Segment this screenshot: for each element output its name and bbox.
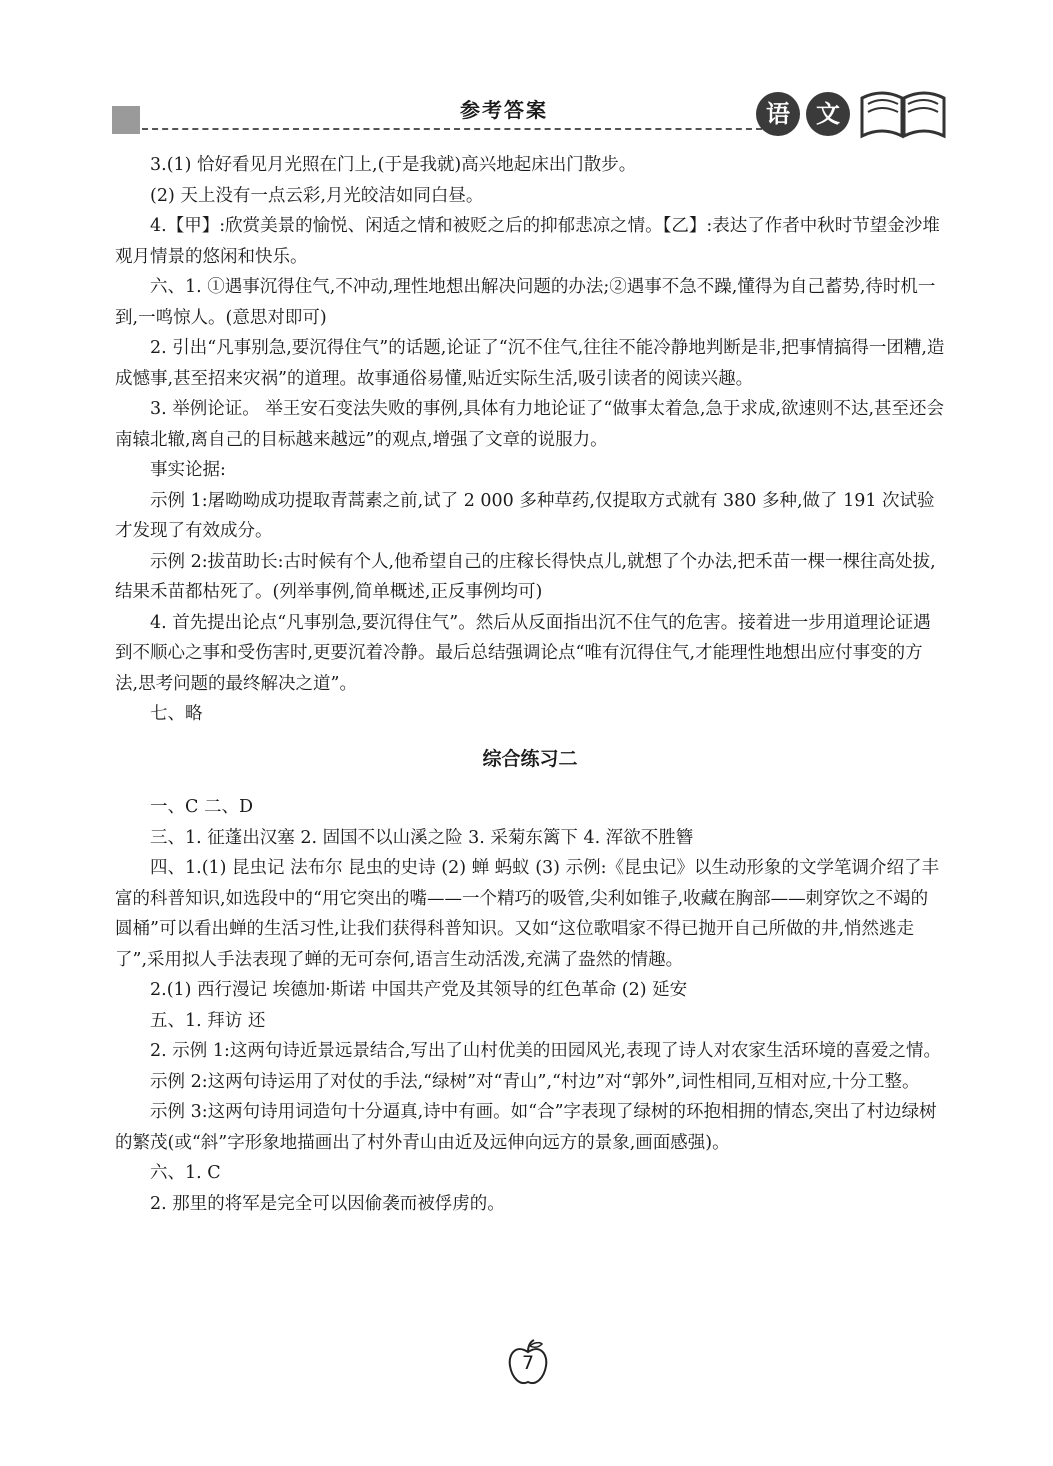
answer-paragraph: 六、1. ①遇事沉得住气,不冲动,理性地想出解决问题的办法;②遇事不急不躁,懂得为自己蓄势,待时机一到,一鸣惊人。(意思对即可)	[115, 277, 936, 328]
answer-paragraph: 六、1. C	[150, 1163, 221, 1183]
header-title: 参考答案	[460, 98, 548, 122]
answer-paragraph: 3.(1) 恰好看见月光照在门上,(于是我就)高兴地起床出门散步。	[150, 155, 637, 175]
answer-paragraph: 2. 引出“凡事别急,要沉得住气”的话题,论证了“沉不住气,往往不能冷静地判断是非,把事情搞得一团糟,造成憾事,甚至招来灾祸”的道理。故事通俗易懂,贴近实际生活,吸引读者的阅读兴趣。	[115, 338, 945, 389]
answer-paragraph: 三、1. 征蓬出汉塞 2. 固国不以山溪之险 3. 采菊东篱下 4. 浑欲不胜簪	[150, 827, 694, 848]
page-number-badge	[506, 1338, 550, 1388]
answer-paragraph: 2.(1) 西行漫记 埃德加·斯诺 中国共产党及其领导的红色革命 (2) 延安	[150, 980, 688, 1000]
answer-paragraph: 3. 举例论证。 举王安石变法失败的事例,具体有力地论证了“做事太着急,急于求成,欲速则不达,甚至还会南辕北辙,离自己的目标越来越远”的观点,增强了文章的说服力。	[115, 399, 945, 450]
header-marker	[112, 106, 140, 134]
answer-paragraph: 2. 那里的将军是完全可以因偷袭而被俘虏的。	[150, 1193, 505, 1214]
answer-paragraph: 示例 2:拔苗助长:古时候有个人,他希望自己的庄稼长得快点儿,就想了个办法,把禾苗一棵一棵往高处拔,结果禾苗都枯死了。(列举事例,简单概述,正反事例均可)	[115, 551, 936, 602]
answer-paragraph: 4. 首先提出论点“凡事别急,要沉得住气”。然后从反面指出沉不住气的危害。接着进一步用道理论证遇到不顺心之事和受伤害时,更要沉着冷静。最后总结强调论点“唯有沉得住气,才能理性地想出应付事变的方法,思考问题的最终解决之道”。	[115, 612, 931, 694]
answer-paragraph: 示例 2:这两句诗运用了对仗的手法,“绿树”对“青山”,“村边”对“郭外”,词性相同,互相对应,十分工整。	[150, 1071, 920, 1092]
answer-paragraph: 4.【甲】:欣赏美景的愉悦、闲适之情和被贬之后的抑郁悲凉之情。【乙】:表达了作者中秋时节望金沙堆观月情景的悠闲和快乐。	[115, 216, 940, 267]
answer-paragraph: 示例 3:这两句诗用词造句十分逼真,诗中有画。如“合”字表现了绿树的环抱相拥的情态,突出了村边绿树的繁茂(或“斜”字形象地描画出了村外青山由近及远伸向远方的景象,画面感强)。	[115, 1102, 937, 1153]
subject-badge-2: 文	[806, 92, 850, 136]
answer-paragraph: 示例 1:屠呦呦成功提取青蒿素之前,试了 2 000 多种草药,仅提取方式就有 380 多种,做了 191 次试验才发现了有效成分。	[115, 490, 935, 541]
answer-content	[115, 150, 945, 1219]
answer-paragraph: (2) 天上没有一点云彩,月光皎洁如同白昼。	[150, 185, 484, 206]
open-book-icon	[858, 84, 948, 140]
answer-paragraph: 一、C 二、D	[150, 797, 253, 817]
subject-badge-1: 语	[756, 92, 800, 136]
page-number: 7	[521, 1352, 535, 1374]
answer-paragraph: 四、1.(1) 昆虫记 法布尔 昆虫的史诗 (2) 蝉 蚂蚁 (3) 示例:《昆虫记》以生动形象的文学笔调介绍了丰富的科普知识,如选段中的“用它突出的嘴——一个精巧的吸管,尖利如锥子,收藏在胸部——刺穿饮之不竭的圆桶”可以看出蝉的生活习性,让我们获得科普知识。又如“这位歌唱家不得已抛开自己所做的井,悄然逃走了”,采用拟人手法表现了蝉的无可奈何,语言生动活泼,充满了盎然的情趣。	[115, 858, 939, 970]
section-title: 综合练习二	[482, 747, 578, 770]
page-header	[0, 0, 1053, 150]
answer-paragraph: 2. 示例 1:这两句诗近景远景结合,写出了山村优美的田园风光,表现了诗人对农家生活环境的喜爱之情。	[150, 1041, 941, 1061]
answer-paragraph: 事实论据:	[150, 460, 226, 480]
answer-paragraph: 七、略	[150, 704, 203, 724]
answer-paragraph: 五、1. 拜访 还	[150, 1010, 266, 1031]
header-divider	[142, 128, 762, 130]
